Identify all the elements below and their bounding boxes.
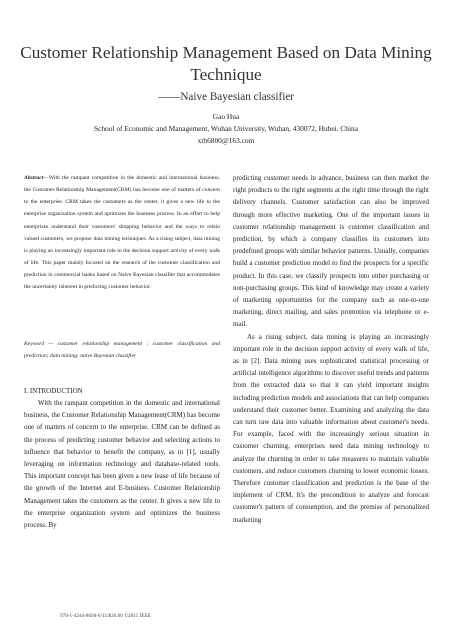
- abstract-label: Abstract: [24, 175, 44, 181]
- intro-paragraph: With the rampant competition in the domestic and international business, the Customer Relationship Management(CRM) has become one of matters of concern to the enterprise. CRM can be defined as the process of predicting customer behavior and selecting actions to influence that behavior to benefit the company, as in [1], usually leveraging on information technology and database-related tools. This important concept has been given a new lease of life because of the growth of the Internet and E-business. Customer Relationship Management takes the customers as the center. It gives a new life to the enterprise organization system and optimizes the business process. By: [24, 399, 220, 530]
- right-column: [233, 172, 429, 526]
- introduction-text: [24, 397, 220, 531]
- author-name: Gao Hua: [212, 112, 240, 121]
- author-email: xth6800@163.com: [197, 136, 255, 145]
- paper-title: Customer Relationship Management Based on Data Mining Technique: [20, 43, 432, 84]
- abstract: [24, 172, 220, 294]
- author-affiliation: School of Economic and Management, Wuhan University, Wuhan, 430072, Hubei. China: [93, 124, 359, 133]
- right-paragraph-1: predicting customer needs in advance, business can then market the right products to the right segments at the right time through the right delivery channels. Customer satisfaction can also be improved through more effective marketing. One of the important issues in customer relationship management is customer classification and prediction, by which a company classifies its customers into predefined groups with similar behavior patterns. Usually, companies build a customer prediction model to find the prospects for a specific product. In this case, we classify prospects into either purchasing or non-purchasing groups. This kind of knowledge may create a variety of marketing opportunities for the company such as one-to-one marketing, direct mailing, and sales promotion via telephone or e-mail.: [233, 174, 429, 329]
- paper-subtitle: ——Naive Bayesian classifier: [157, 91, 295, 103]
- keywords: Keyword — customer relationship management ; customer classification and prediction; data mining; naive Bayesian classifier: [24, 341, 220, 360]
- copyright-footer: 978-1-4244-8694-6/11/$26.00 ©2011 IEEE: [60, 613, 151, 619]
- section-heading: I. INTRODUCTION: [24, 387, 83, 395]
- abstract-text: —With the rampant competition in the domestic and international business, the Customer Relationship Management(CRM) has become one of matters of concern to the enterprise. CRM takes the customers as the center, it gives a new life to the enterprise organization system and optimizes the business process. In an effort to help enterprises understand their customers' shopping behavior and the ways to retain valued customers, we propose data mining techniques. As a rising subject, data mining is playing an increasingly important role in the decision support activity of every walk of life. This paper mainly focused on the research of the customer classification and prediction in commercial banks based on Naive Bayesian classifier that accommodates the uncertainty inherent in predicting customer behavior.: [24, 175, 220, 291]
- right-paragraph-2: As a rising subject, data mining is playing an increasingly important role in the decision support activity of every walk of life, as in [2]. Data mining uses sophisticated statistical processing or artificial intelligence algorithms to discover useful trends and patterns from the extracted data so that it can yield important insights including prediction models and associations that can help companies understand their customer better. Examining and analyzing the data can turn raw data into valuable information about customer's needs. For example, faced with the increasingly serious situation in customer churning, enterprises need data mining technology to analyze the churning in order to take measures to maintain valuable customers, and reduce customers churning to lower economic losses. Therefore customer classification and prediction is the base of the implement of CRM. It's the precondition to analyze and forecast customer's pattern of consumption, and the premise of personalized marketing: [233, 332, 429, 524]
